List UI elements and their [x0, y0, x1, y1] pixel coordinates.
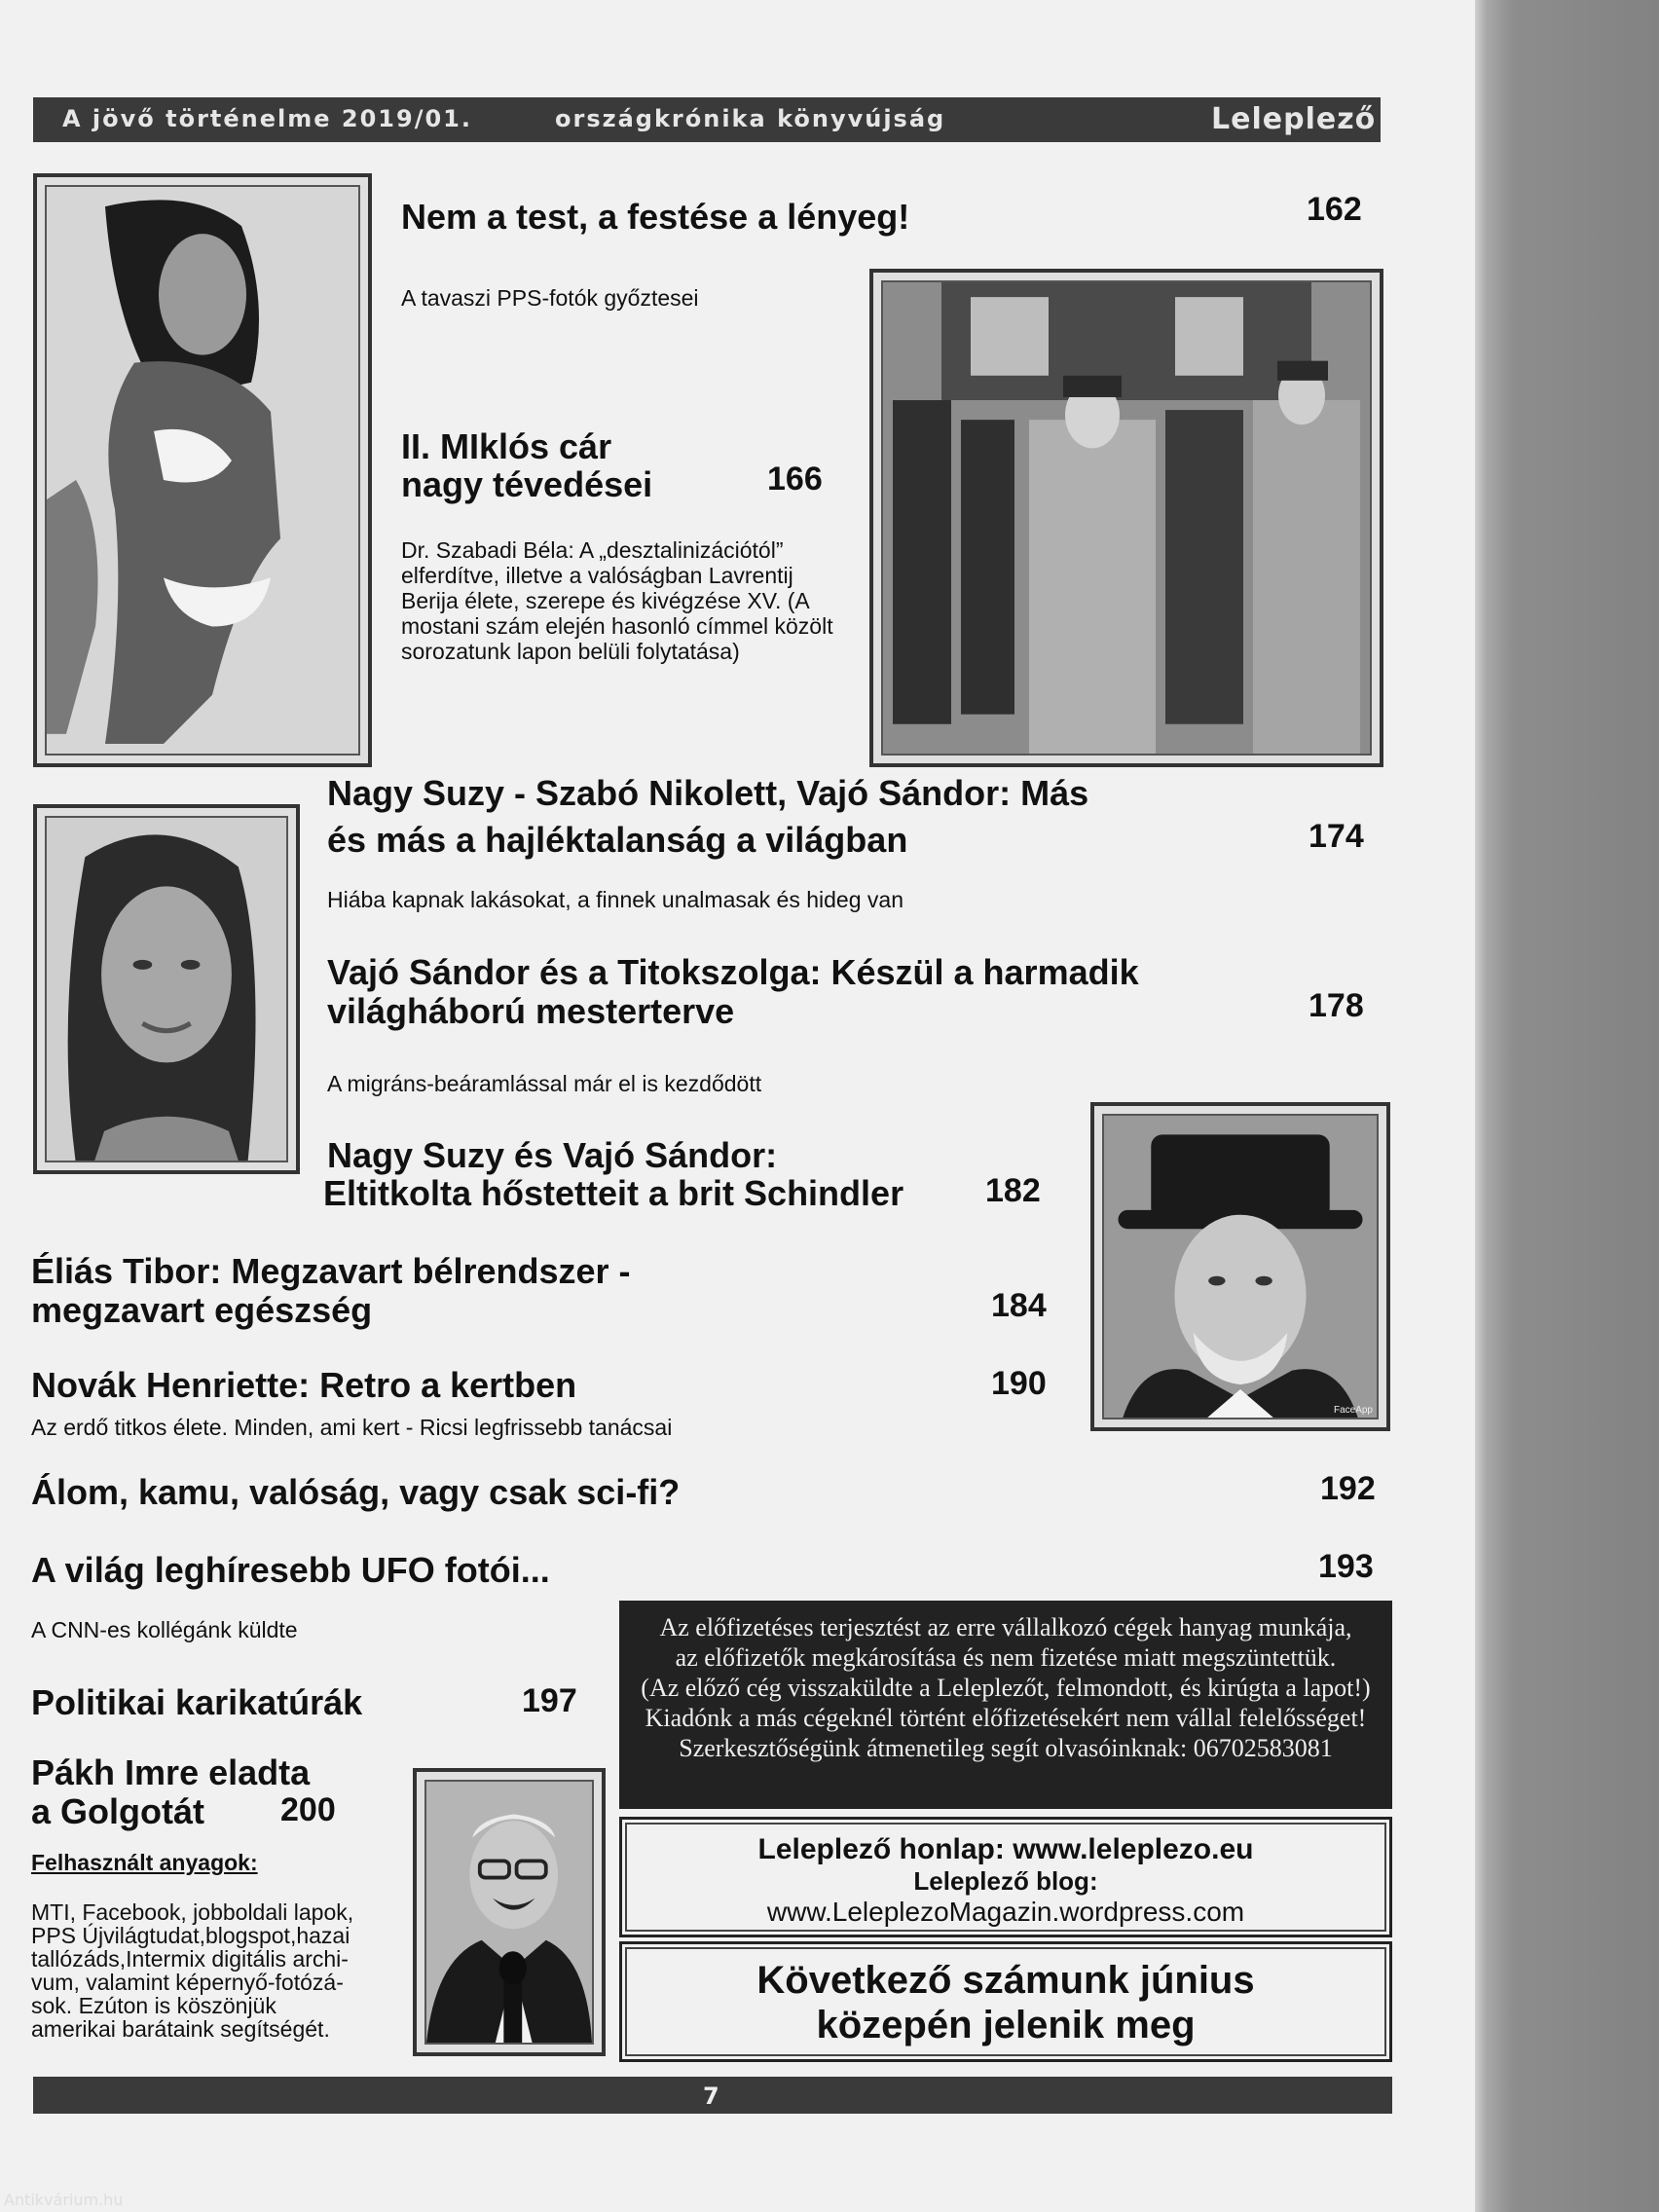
article-title-192: Álom, kamu, valóság, vagy csak sci-fi? — [31, 1472, 681, 1512]
next-issue-line1: Következő számunk június — [756, 1959, 1255, 2002]
article-subtitle-178: A migráns-beáramlással már el is kezdődött — [327, 1071, 762, 1096]
website-box — [619, 1817, 1392, 1937]
top-hat-man-photo — [1090, 1102, 1390, 1431]
watermark: Antikvárium.hu — [4, 2191, 124, 2209]
page-ref-166: 166 — [767, 461, 823, 498]
page-ref-178: 178 — [1309, 987, 1364, 1024]
website-link[interactable]: Leleplező honlap: www.leleplezo.eu — [757, 1833, 1254, 1865]
subscription-notice — [619, 1601, 1392, 1809]
page-ref-197: 197 — [522, 1682, 577, 1719]
page-ref-182: 182 — [985, 1172, 1041, 1209]
sources-line: MTI, Facebook, jobboldali lapok, — [31, 1899, 354, 1925]
tsar-historical-photo — [869, 269, 1383, 767]
next-issue-line2: közepén jelenik meg — [816, 2004, 1196, 2046]
body-paint-photo — [33, 173, 372, 767]
sources-heading: Felhasznált anyagok: — [31, 1850, 258, 1875]
article-subtitle-190: Az erdő titkos élete. Minden, ami kert - Ricsi legfrissebb tanácsai — [31, 1415, 673, 1440]
article-title-193: A világ leghíresebb UFO fotói... — [31, 1550, 550, 1590]
page-ref-162: 162 — [1307, 191, 1362, 228]
article-title-162: Nem a test, a festése a lényeg! — [401, 197, 910, 237]
sources-line: amerikai barátaink segítségét. — [31, 2016, 330, 2042]
notice-line: Szerkesztőségünk átmenetileg segít olvasóinknak: 06702583081 — [679, 1734, 1333, 1762]
article-title-166-line1: II. MIklós cár — [401, 426, 612, 466]
article-subtitle-193: A CNN-es kollégánk küldte — [31, 1617, 298, 1642]
article-description-166: Dr. Szabadi Béla: A „desztalinizációtól” elferdítve, illetve a valóságban Lavrentij Berija élete, szerepe és kivégzése XV. (A mostani szám elején hasonló címmel közölt sorozatunk lapon belüli folytatása) — [401, 537, 833, 664]
blog-link[interactable]: www.LeleplezoMagazin.wordpress.com — [766, 1897, 1245, 1927]
article-title-184-line2: megzavart egészség — [31, 1290, 373, 1330]
page-ref-193: 193 — [1318, 1548, 1374, 1585]
notice-line: (Az előző cég visszaküldte a Leleplezőt, felmondott, és kirúgta a lapot!) — [641, 1674, 1371, 1702]
article-title-182-line1: Nagy Suzy és Vajó Sándor: — [327, 1135, 778, 1175]
next-issue-box — [619, 1941, 1392, 2062]
page-edge-background — [1475, 0, 1659, 2212]
page-ref-200: 200 — [280, 1791, 336, 1828]
page-ref-192: 192 — [1320, 1470, 1376, 1507]
article-title-166-line2: nagy tévedései — [401, 464, 653, 504]
page-number: 7 — [703, 2083, 719, 2110]
article-title-178-line2: világháború mesterterve — [327, 991, 735, 1031]
page-ref-190: 190 — [991, 1365, 1047, 1402]
article-title-200-line1: Pákh Imre eladta — [31, 1752, 311, 1792]
sources-list — [31, 1900, 401, 2041]
notice-line: Az előfizetéses terjesztést az erre vállalkozó cégek hanyag munkája, — [659, 1613, 1352, 1641]
article-subtitle-162: A tavaszi PPS-fotók győztesei — [401, 285, 699, 311]
notice-line: Kiadónk a más cégeknél történt előfizetésekért nem vállal felelősséget! — [645, 1704, 1367, 1732]
article-title-174-line1: Nagy Suzy - Szabó Nikolett, Vajó Sándor: Más — [327, 773, 1089, 813]
header-bar — [33, 97, 1381, 142]
article-title-182-line2: Eltitkolta hőstetteit a brit Schindler — [323, 1173, 904, 1213]
issue-label: A jövő történelme 2019/01. — [62, 105, 472, 132]
blog-label: Leleplező blog: — [913, 1866, 1098, 1896]
pakh-imre-photo — [413, 1768, 606, 2056]
article-title-174-line2: és más a hajléktalanság a világban — [327, 820, 908, 860]
article-title-184-line1: Éliás Tibor: Megzavart bélrendszer - — [31, 1251, 631, 1291]
sources-line: tallózáds,Intermix digitális archi- — [31, 1946, 349, 1972]
page-ref-174: 174 — [1309, 818, 1364, 855]
notice-line: az előfizetők megkárosítása és nem fizetése miatt megszüntettük. — [675, 1643, 1337, 1672]
series-label: országkrónika könyvújság — [555, 105, 946, 132]
sources-line: PPS Újvilágtudat,blogspot,hazai — [31, 1923, 350, 1948]
article-title-178-line1: Vajó Sándor és a Titokszolga: Készül a harmadik — [327, 952, 1139, 992]
brand-name: Leleplező — [1211, 102, 1377, 136]
article-title-190: Novák Henriette: Retro a kertben — [31, 1365, 577, 1405]
article-title-197: Politikai karikatúrák — [31, 1682, 363, 1722]
article-title-200-line2: a Golgotát — [31, 1791, 204, 1831]
article-subtitle-174: Hiába kapnak lakásokat, a finnek unalmasak és hideg van — [327, 887, 903, 912]
sources-line: vum, valamint képernyő-fotózá- — [31, 1970, 344, 1995]
sources-line: sok. Ezúton is köszönjük — [31, 1993, 276, 2018]
young-woman-photo — [33, 804, 300, 1174]
footer-bar — [33, 2077, 1392, 2114]
photo-credit: FaceApp — [1333, 1405, 1373, 1416]
page-ref-184: 184 — [991, 1287, 1047, 1324]
